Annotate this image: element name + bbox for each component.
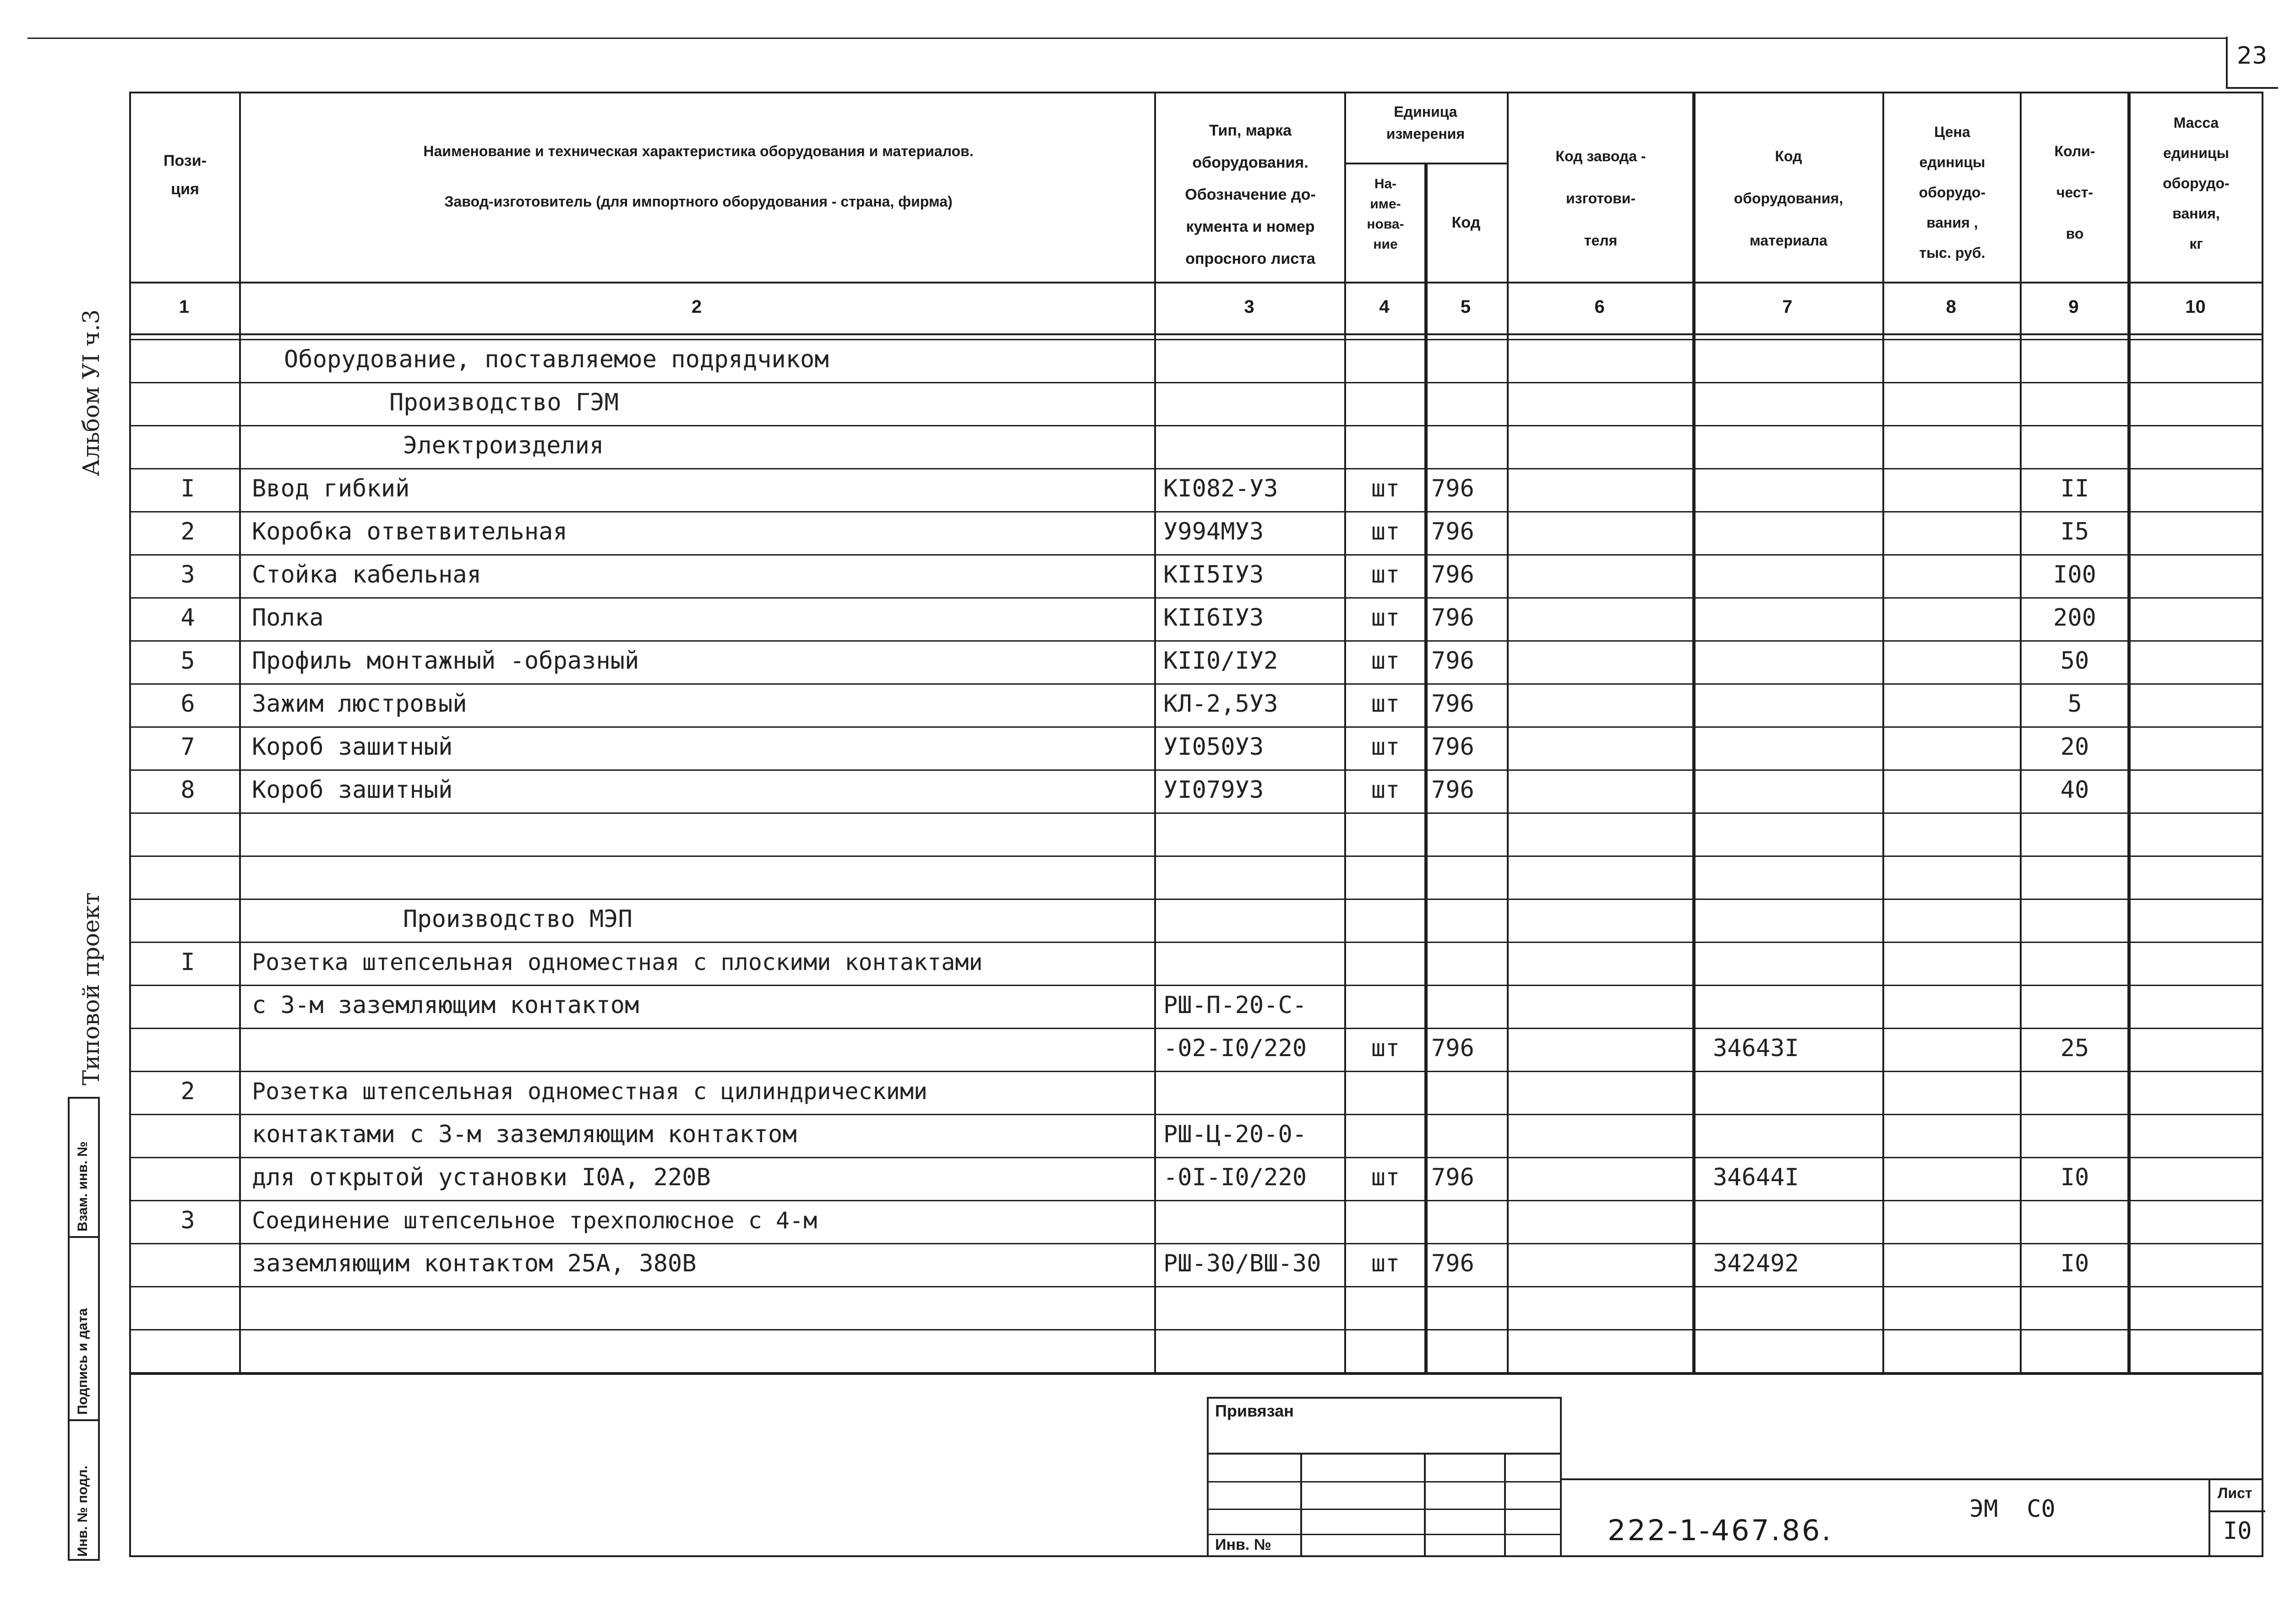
cell-code: 796 — [1431, 733, 1474, 761]
cell-pos: 3 — [180, 561, 195, 589]
cell-type: УI079У3 — [1163, 776, 1264, 804]
inv-label: Инв. № — [1215, 1536, 1271, 1553]
cell-name: Зажим люстровый — [252, 690, 467, 718]
cell-unit: шт — [1371, 604, 1400, 632]
cell-name: Производство МЭП — [403, 905, 632, 933]
doc-mark: ЭМ С0 — [1969, 1495, 2056, 1523]
cell-pos: 4 — [180, 604, 195, 632]
inv-replace-label: Взам. инв. № — [75, 1141, 90, 1232]
cell-type: КII0/IУ2 — [1163, 647, 1278, 675]
inv-orig-label: Инв. № подл. — [75, 1465, 90, 1557]
cell-qty: 20 — [2060, 733, 2089, 761]
cell-type: РШ-Ц-20-0- — [1163, 1121, 1307, 1148]
cell-unit: шт — [1371, 776, 1400, 804]
column-number-9: 9 — [2068, 297, 2079, 317]
cell-unit: шт — [1371, 1250, 1400, 1277]
approval-stamp-strip — [68, 1097, 100, 1561]
page-number-box — [2226, 37, 2278, 89]
header-bottom-line — [129, 282, 2263, 283]
row-separator — [129, 985, 2263, 986]
cell-type: УI050У3 — [1163, 733, 1264, 761]
header-type: Тип, марка оборудования. Обозначение до- кумента и номер опросного листа — [1185, 122, 1316, 267]
column-number-4: 4 — [1379, 297, 1390, 317]
cell-pos: 2 — [180, 518, 195, 545]
row-separator — [129, 1329, 2263, 1330]
header-unit-code: Код — [1451, 214, 1481, 231]
sheet-label: Лист — [2218, 1485, 2252, 1501]
cell-pos: 6 — [180, 690, 195, 718]
column-number-6: 6 — [1594, 297, 1605, 317]
cell-pos: 8 — [180, 776, 195, 804]
cell-type: КЛ-2,5У3 — [1163, 690, 1278, 718]
cell-name: заземляющим контактом 25А, 380В — [252, 1250, 697, 1277]
cell-pos: I — [180, 475, 195, 502]
cell-code: 796 — [1431, 1164, 1474, 1191]
column-number-10: 10 — [2185, 297, 2206, 317]
row-separator — [129, 899, 2263, 900]
cell-code: 796 — [1431, 1035, 1474, 1062]
cell-pos: I — [180, 948, 195, 976]
sheet-box — [2208, 1478, 2265, 1557]
cell-mcode: 342492 — [1713, 1250, 1799, 1277]
cell-type: -0I-I0/220 — [1163, 1164, 1307, 1191]
cell-unit: шт — [1371, 475, 1400, 502]
cell-name: Производство ГЭМ — [389, 389, 619, 416]
cell-type: РШ-П-20-С- — [1163, 992, 1307, 1019]
row-separator — [129, 942, 2263, 943]
cell-mcode: 34644I — [1713, 1164, 1799, 1191]
cell-pos: 3 — [180, 1207, 195, 1234]
row-separator — [129, 554, 2263, 556]
cell-type: КI082-У3 — [1163, 475, 1278, 502]
cell-code: 796 — [1431, 604, 1474, 632]
header-mass: Масса единицы оборудо- вания, кг — [2163, 114, 2230, 252]
header-price: Цена единицы оборудо- вания , тыс. руб. — [1919, 124, 1986, 261]
linked-box — [1207, 1397, 1562, 1557]
header-material-code: Код оборудования, материала — [1734, 148, 1843, 249]
table-bottom-line — [129, 1373, 2263, 1375]
cell-name: контактами с 3-м заземляющим контактом — [252, 1121, 797, 1148]
row-separator — [129, 1028, 2263, 1029]
row-separator — [129, 812, 2263, 814]
row-separator — [129, 1243, 2263, 1244]
cell-name: с 3-м заземляющим контактом — [252, 992, 639, 1019]
cell-qty: I0 — [2060, 1164, 2089, 1191]
cell-type: РШ-30/ВШ-30 — [1163, 1250, 1321, 1277]
title-block-top — [1562, 1478, 2263, 1480]
doc-number: 222-1-467.86. — [1608, 1514, 1833, 1547]
row-separator — [129, 511, 2263, 512]
row-separator — [129, 726, 2263, 728]
row-separator — [129, 425, 2263, 426]
project-label: Типовой проект — [78, 892, 104, 1085]
row-separator — [129, 597, 2263, 599]
cell-name: Розетка штепсельная одноместная с плоскими контактами — [252, 949, 983, 975]
header-quantity: Коли- чест- во — [2054, 143, 2095, 242]
row-separator — [129, 683, 2263, 685]
row-separator — [129, 382, 2263, 383]
header-unit-name: На- име- нова- ние — [1367, 176, 1404, 252]
sign-date-label: Подпись и дата — [75, 1308, 90, 1415]
row-separator — [129, 1157, 2263, 1158]
cell-name: Оборудование, поставляемое подрядчиком — [284, 346, 829, 373]
row-separator — [129, 468, 2263, 469]
cell-name: Полка — [252, 604, 324, 632]
cell-qty: I0 — [2060, 1250, 2089, 1277]
numbers-bottom-line — [129, 333, 2263, 335]
cell-name: Короб зашитный — [252, 776, 453, 804]
cell-code: 796 — [1431, 1250, 1474, 1277]
cell-name: Ввод гибкий — [252, 475, 410, 502]
row-separator — [129, 769, 2263, 771]
header-name-line2: Завод-изготовитель (для импортного оборудования - страна, фирма) — [444, 193, 953, 210]
row-separator — [129, 1071, 2263, 1072]
sheet-number: I0 — [2223, 1517, 2252, 1545]
cell-name: Коробка ответвительная — [252, 518, 567, 545]
cell-unit: шт — [1371, 733, 1400, 761]
linked-label: Привязан — [1215, 1401, 1294, 1420]
column-number-8: 8 — [1946, 297, 1957, 317]
column-number-3: 3 — [1244, 297, 1254, 317]
row-separator — [129, 640, 2263, 642]
cell-unit: шт — [1371, 561, 1400, 589]
cell-qty: 200 — [2053, 604, 2096, 632]
cell-name: Электроизделия — [403, 432, 604, 459]
cell-code: 796 — [1431, 690, 1474, 718]
cell-code: 796 — [1431, 647, 1474, 675]
cell-qty: 5 — [2067, 690, 2082, 718]
cell-unit: шт — [1371, 647, 1400, 675]
numbers-bottom-line-2 — [129, 339, 2263, 340]
cell-qty: I5 — [2060, 518, 2089, 545]
cell-code: 796 — [1431, 776, 1474, 804]
cell-qty: II — [2060, 475, 2089, 502]
cell-unit: шт — [1371, 1035, 1400, 1062]
cell-unit: шт — [1371, 518, 1400, 545]
top-border-line — [27, 38, 2226, 39]
row-separator — [129, 1200, 2263, 1201]
cell-type: КII6IУ3 — [1163, 604, 1264, 632]
cell-code: 796 — [1431, 561, 1474, 589]
row-separator — [129, 1286, 2263, 1287]
column-number-1: 1 — [179, 297, 190, 317]
cell-pos: 5 — [180, 647, 195, 675]
cell-name: Короб зашитный — [252, 733, 453, 761]
cell-name: Профиль монтажный -образный — [252, 647, 639, 675]
row-separator — [129, 856, 2263, 857]
cell-unit: шт — [1371, 1164, 1400, 1191]
header-unit-group: Единица измерения — [1386, 104, 1465, 142]
cell-code: 796 — [1431, 475, 1474, 502]
cell-qty: I00 — [2053, 561, 2096, 589]
column-number-2: 2 — [691, 297, 702, 317]
cell-code: 796 — [1431, 518, 1474, 545]
cell-type: -02-I0/220 — [1163, 1035, 1307, 1062]
cell-name: для открытой установки I0А, 220В — [252, 1164, 711, 1191]
album-label: Альбом УI ч.3 — [78, 309, 104, 476]
cell-pos: 7 — [180, 733, 195, 761]
page-number: 23 — [2237, 42, 2268, 70]
header-factory-code: Код завода - изготови- теля — [1555, 148, 1646, 249]
cell-unit: шт — [1371, 690, 1400, 718]
header-name-line1: Наименование и техническая характеристика оборудования и материалов. — [423, 143, 974, 159]
cell-qty: 40 — [2060, 776, 2089, 804]
cell-name: Розетка штепсельная одноместная с цилиндрическими — [252, 1078, 928, 1105]
cell-mcode: 34643I — [1713, 1035, 1799, 1062]
header-position: Пози- ция — [164, 152, 207, 198]
column-number-5: 5 — [1460, 297, 1471, 317]
column-number-7: 7 — [1782, 297, 1793, 317]
cell-name: Стойка кабельная — [252, 561, 481, 589]
row-separator — [129, 1114, 2263, 1115]
cell-qty: 50 — [2060, 647, 2089, 675]
cell-qty: 25 — [2060, 1035, 2089, 1062]
cell-type: У994МУ3 — [1163, 518, 1264, 545]
cell-pos: 2 — [180, 1078, 195, 1105]
cell-name: Соединение штепсельное трехполюсное с 4-м — [252, 1207, 818, 1234]
cell-type: КII5IУ3 — [1163, 561, 1264, 589]
